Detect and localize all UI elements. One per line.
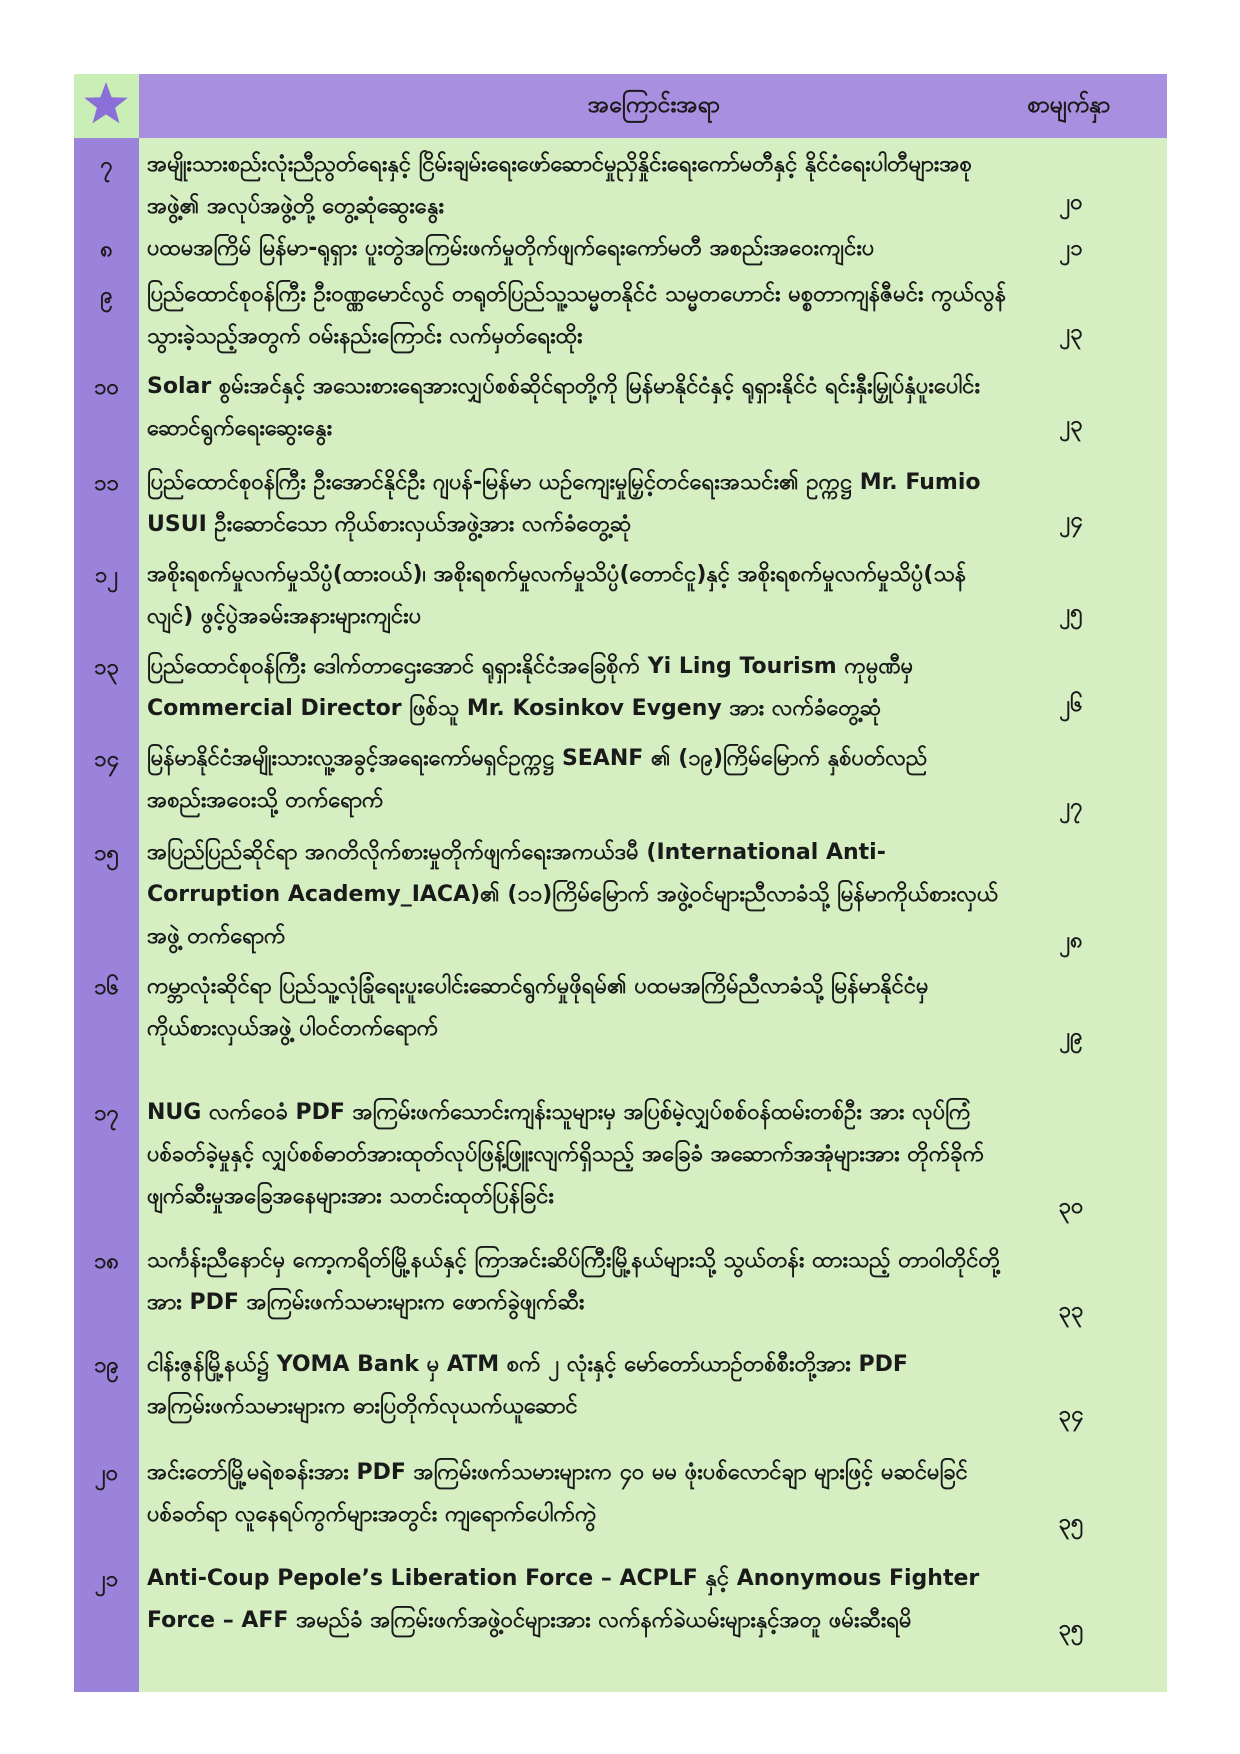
toc-entry[interactable] [74, 548, 1167, 632]
entry-number: ၁၇ [94, 1101, 119, 1126]
star-icon [83, 80, 129, 126]
toc-entry[interactable] [74, 826, 1167, 960]
entry-title: အင်းတော်မြို့မရဲစခန်းအား PDF အကြမ်းဖက်သမားများက ၄၀ မမ ဖုံးပစ်လောင်ချာ များဖြင့် မဆင်မခြင်ပစ်ခတ်ရာ လူနေရပ်ကွက်များအတွင်း ကျရောက်ပေါက်ကွဲ [147, 1460, 968, 1527]
toc-entry[interactable] [74, 360, 1167, 444]
entry-page: ၂၃ [1059, 412, 1083, 437]
entry-number: ၈ [100, 237, 113, 262]
toc-entry[interactable] [74, 1338, 1167, 1434]
toc-entry[interactable] [74, 1446, 1167, 1542]
entry-title: ငါန်းဇွန်မြို့နယ်၌ YOMA Bank မှ ATM စက် ၂ လုံးနှင့် မော်တော်ယာဉ်တစ်စီးတို့အား PDF အကြမ်းဖက်သမားများက ဓားပြတိုက်လုယက်ယူဆောင် [147, 1352, 908, 1419]
toc-entry[interactable] [74, 268, 1167, 352]
entry-number: ၁၆ [94, 975, 119, 1000]
entry-title: ပြည်ထောင်စုဝန်ကြီး ဦးအောင်နိုင်ဦး ဂျပန်-မြန်မာ ယဉ်ကျေးမှုမြှင့်တင်ရေးအသင်း၏ ဥက္ကဋ္ဌ Mr. Fumio USUI ဦးဆောင်သော ကိုယ်စားလှယ်အဖွဲ့အား လက်ခံတွေ့ဆုံ [147, 470, 981, 537]
entry-number: ၂၁ [94, 1567, 119, 1592]
entry-page: ၃၃ [1058, 1298, 1084, 1323]
entry-number: ၂၀ [94, 1461, 119, 1486]
toc-entry[interactable] [74, 456, 1167, 540]
entry-page: ၂၄ [1059, 508, 1083, 533]
entry-title: အပြည်ပြည်ဆိုင်ရာ အဂတိလိုက်စားမှုတိုက်ဖျက်ရေးအကယ်ဒမီ (International Anti-Corruption Academy_IACA)၏ (၁၁)ကြိမ်မြောက် အဖွဲ့ဝင်များညီလာခံသို့ မြန်မာကိုယ်စားလှယ်အဖွဲ့ တက်ရောက် [147, 840, 999, 949]
entry-page: ၂၈ [1059, 928, 1083, 953]
entry-page: ၂၅ [1059, 600, 1083, 625]
entry-number: ၁၂ [94, 563, 119, 588]
entry-number: ၁၃ [94, 655, 119, 680]
entry-page: ၃၄ [1058, 1402, 1084, 1427]
entry-title: ပြည်ထောင်စုဝန်ကြီး ဒေါက်တာဌေးအောင် ရုရှားနိုင်ငံအခြေစိုက် Yi Ling Tourism ကုမ္ပဏီမှ Commercial Director ဖြစ်သူ Mr. Kosinkov Evgeny အား လက်ခံတွေ့ဆုံ [147, 654, 914, 721]
entry-number: ၁၅ [94, 841, 119, 866]
header-title: အကြောင်းအရာ [587, 92, 721, 118]
toc-entry[interactable] [74, 222, 1167, 268]
entry-title: Solar စွမ်းအင်နှင့် အသေးစားရေအားလျှပ်စစ်ဆိုင်ရာတို့ကို မြန်မာနိုင်ငံနှင့် ရုရှားနိုင်ငံ ရင်းနှီးမြှုပ်နှံပူးပေါင်းဆောင်ရွက်ရေးဆွေးနွေး [147, 374, 981, 441]
entry-title: အစိုးရစက်မှုလက်မှုသိပ္ပံ(ထားဝယ်)၊ အစိုးရစက်မှုလက်မှုသိပ္ပံ(တောင်ငူ)နှင့် အစိုးရစက်မှုလက်မှုသိပ္ပံ(သန်လျင်) ဖွင့်ပွဲအခမ်းအနားများကျင်းပ [147, 562, 967, 629]
entry-page: ၃၅ [1058, 1510, 1084, 1535]
toc-header [74, 74, 1167, 138]
entry-title: ကမ္ဘာလုံးဆိုင်ရာ ပြည်သူ့လုံခြုံရေးပူးပေါင်းဆောင်ရွက်မှုဖိုရမ်၏ ပထမအကြိမ်ညီလာခံသို့ မြန်မာနိုင်ငံမှ ကိုယ်စားလှယ်အဖွဲ့ ပါဝင်တက်ရောက် [147, 974, 929, 1041]
entry-page: ၂၉ [1059, 1024, 1083, 1049]
entry-title: မြန်မာနိုင်ငံအမျိုးသားလူ့အခွင့်အရေးကော်မရှင်ဥက္ကဋ္ဌ SEANF ၏ (၁၉)ကြိမ်မြောက် နှစ်ပတ်လည်အစည်းအဝေးသို့ တက်ရောက် [147, 746, 928, 813]
entry-number: ၉ [100, 283, 113, 308]
entry-page: ၂၃ [1059, 320, 1083, 345]
header-star-cell [74, 74, 139, 138]
entry-page: ၃၅ [1058, 1616, 1084, 1641]
entry-page: ၂၀ [1059, 190, 1083, 215]
entry-title: ပြည်ထောင်စုဝန်ကြီး ဦးဝဏ္ဏမောင်လွင် တရုတ်ပြည်သူ့သမ္မတနိုင်ငံ သမ္မတဟောင်း မစ္စတာကျန်ဇီမင်း ကွယ်လွန်သွားခဲ့သည့်အတွက် ဝမ်းနည်းကြောင်း လက်မှတ်ရေးထိုး [147, 282, 1007, 349]
entry-title: Anti-Coup Pepole’s Liberation Force – ACPLF နှင့် Anonymous Fighter Force – AFF အမည်ခံ အကြမ်းဖက်အဖွဲ့ဝင်များအား လက်နက်ခဲယမ်းများနှင့်အတူ ဖမ်းဆီးရမိ [147, 1566, 980, 1633]
toc-entry[interactable] [74, 1234, 1167, 1330]
entry-page: ၂၆ [1059, 692, 1083, 717]
toc-entry[interactable] [74, 1086, 1167, 1226]
entry-number: ၁၄ [94, 747, 119, 772]
entry-number: ၁၁ [94, 471, 119, 496]
entry-page: ၃၀ [1058, 1194, 1084, 1219]
entry-page: ၂၇ [1059, 794, 1083, 819]
entry-number: ၇ [100, 153, 113, 178]
toc-entry[interactable] [74, 960, 1167, 1056]
entry-number: ၁၈ [94, 1249, 119, 1274]
entry-number: ၁၀ [94, 375, 119, 400]
entry-page: ၂၁ [1059, 236, 1083, 261]
entry-title: ပထမအကြိမ် မြန်မာ-ရုရှား ပူးတွဲအကြမ်းဖက်မှုတိုက်ဖျက်ရေးကော်မတီ အစည်းအဝေးကျင်းပ [147, 236, 875, 261]
entry-title: အမျိုးသားစည်းလုံးညီညွတ်ရေးနှင့် ငြိမ်းချမ်းရေးဖော်ဆောင်မှုညှိနှိုင်းရေးကော်မတီနှင့် နိုင်ငံရေးပါတီများအစုအဖွဲ့၏ အလုပ်အဖွဲ့တို့ တွေ့ဆုံဆွေးနွေး [147, 152, 972, 219]
entry-title: သင်္ကန်းညီနောင်မှ ကော့ကရိတ်မြို့နယ်နှင့် ကြာအင်းဆိပ်ကြီးမြို့နယ်များသို့ သွယ်တန်း ထားသည့် တာဝါတိုင်တို့အား PDF အကြမ်းဖက်သမားများက ဖောက်ခွဲဖျက်ဆီး [147, 1248, 1000, 1315]
toc-entry[interactable] [74, 640, 1167, 724]
entry-number: ၁၉ [94, 1353, 119, 1378]
toc-entry[interactable] [74, 732, 1167, 826]
toc-entry[interactable] [74, 1552, 1167, 1648]
toc-entry[interactable] [74, 138, 1167, 222]
table-of-contents [74, 74, 1167, 1692]
entry-title: NUG လက်ဝေခံ PDF အကြမ်းဖက်သောင်းကျန်းသူများမှ အပြစ်မဲ့လျှပ်စစ်ဝန်ထမ်းတစ်ဦး အား လုပ်ကြံပစ်ခတ်ခဲ့မှုနှင့် လျှပ်စစ်ဓာတ်အားထုတ်လုပ်ဖြန့်ဖြူးလျက်ရှိသည့် အခြေခံ အဆောက်အအုံများအား တိုက်ခိုက်ဖျက်ဆီးမှုအခြေအနေများအား သတင်းထုတ်ပြန်ခြင်း [147, 1100, 985, 1209]
header-page-label: စာမျက်နှာ [1027, 92, 1111, 118]
